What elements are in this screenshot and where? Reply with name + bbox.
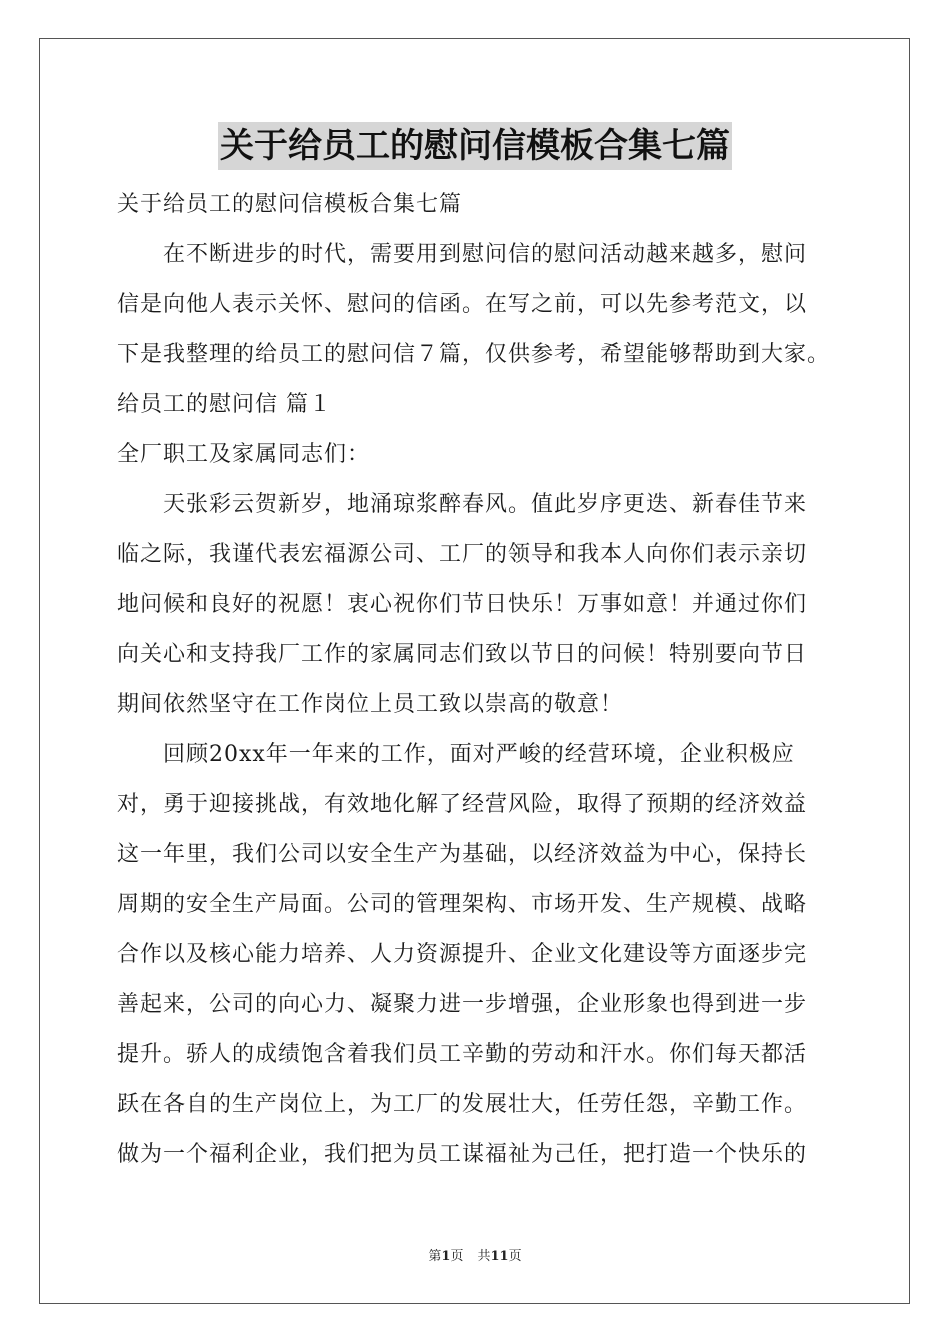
page-prefix: 第 <box>428 1249 442 1264</box>
document-title: 关于给员工的慰问信模板合集七篇 <box>218 122 732 170</box>
total-pages-number: 11 <box>490 1249 509 1264</box>
page-footer <box>0 1245 950 1264</box>
body-line: 做为一个福利企业，我们把为员工谋福祉为己任，把打造一个快乐的 <box>117 1142 808 1167</box>
body-line: 善起来，公司的向心力、凝聚力进一步增强，企业形象也得到进一步 <box>117 992 808 1017</box>
body-line: 周期的安全生产局面。公司的管理架构、市场开发、生产规模、战略 <box>117 892 808 917</box>
body-line: 向关心和支持我厂工作的家属同志们致以节日的问候！特别要向节日 <box>117 642 808 667</box>
body-line: 回顾20xx年一年来的工作，面对严峻的经营环境，企业积极应 <box>117 742 795 767</box>
salutation-line: 全厂职工及家属同志们： <box>117 442 371 467</box>
section-heading: 给员工的慰问信 篇１ <box>117 392 332 417</box>
body-line: 天张彩云贺新岁，地涌琼浆醉春风。值此岁序更迭、新春佳节来 <box>117 492 808 517</box>
total-prefix: 共 <box>477 1249 491 1264</box>
current-page-number: 1 <box>441 1249 451 1264</box>
total-unit: 页 <box>508 1249 522 1264</box>
page-unit: 页 <box>450 1249 464 1264</box>
body-line: 信是向他人表示关怀、慰问的信函。在写之前，可以先参考范文，以 <box>117 292 808 317</box>
body-line: 下是我整理的给员工的慰问信７篇，仅供参考，希望能够帮助到大家。 <box>117 342 831 367</box>
title-container <box>0 122 950 170</box>
document-body <box>117 180 837 1180</box>
subtitle-line: 关于给员工的慰问信模板合集七篇 <box>117 192 463 217</box>
body-line: 提升。骄人的成绩饱含着我们员工辛勤的劳动和汗水。你们每天都活 <box>117 1042 808 1067</box>
body-line: 对，勇于迎接挑战，有效地化解了经营风险，取得了预期的经济效益 <box>117 792 808 817</box>
body-line: 在不断进步的时代，需要用到慰问信的慰问活动越来越多，慰问 <box>117 242 808 267</box>
body-line: 合作以及核心能力培养、人力资源提升、企业文化建设等方面逐步完 <box>117 942 808 967</box>
body-line: 这一年里，我们公司以安全生产为基础，以经济效益为中心，保持长 <box>117 842 808 867</box>
body-line: 跃在各自的生产岗位上，为工厂的发展壮大，任劳任怨，辛勤工作。 <box>117 1092 808 1117</box>
body-line: 地问候和良好的祝愿！衷心祝你们节日快乐！万事如意！并通过你们 <box>117 592 808 617</box>
body-line: 期间依然坚守在工作岗位上员工致以崇高的敬意！ <box>117 692 624 717</box>
body-line: 临之际，我谨代表宏福源公司、工厂的领导和我本人向你们表示亲切 <box>117 542 808 567</box>
